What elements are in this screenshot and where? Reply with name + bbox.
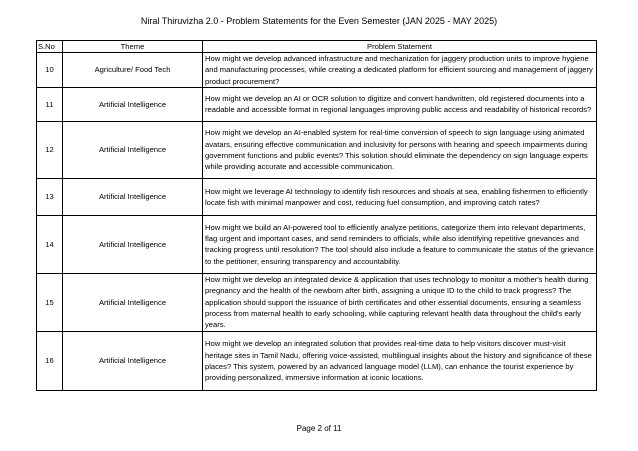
row-statement: How might we develop an integrated device & application that uses technology to monitor a mother's health during pregnancy and the health of the newborn after birth, assigning a unique ID to the child to track progress? The application should support the issuance of birth certificates and other essential documents, ensuring a seamless process from maternal health to early schooling, while capturing relevant health data throughout the child's early years. bbox=[203, 273, 597, 331]
row-statement: How might we develop an AI-enabled system for real-time conversion of speech to sign language using animated avatars, ensuring effective communication and inclusivity for persons with hearing and speech impairments during government functions and public events? This solution should eliminate the dependency on sign language experts while providing accurate and accessible communication. bbox=[203, 121, 597, 178]
row-sno: 12 bbox=[37, 121, 63, 178]
row-theme: Artificial Intelligence bbox=[63, 87, 203, 121]
problem-statements-table bbox=[36, 40, 597, 391]
row-theme: Artificial Intelligence bbox=[63, 273, 203, 331]
table-row bbox=[37, 121, 597, 178]
row-sno: 15 bbox=[37, 273, 63, 331]
table-row bbox=[37, 53, 597, 88]
row-statement: How might we build an AI-powered tool to efficiently analyze petitions, categorize them into relevant departments, flag urgent and important cases, and send reminders to officials, while also identifying repetitive grievances and tracking progress until resolution? The tool should also include a feature to communicate the status of the grievance to the petitioner, ensuring transparency and accountability. bbox=[203, 215, 597, 273]
table-row bbox=[37, 215, 597, 273]
table-row bbox=[37, 87, 597, 121]
row-theme: Agriculture/ Food Tech bbox=[63, 53, 203, 88]
row-sno: 10 bbox=[37, 53, 63, 88]
row-theme: Artificial Intelligence bbox=[63, 178, 203, 215]
row-statement: How might we develop an integrated solution that provides real-time data to help visitors discover must-visit heritage sites in Tamil Nadu, offering voice-assisted, multilingual insights about the history and significance of these places? This system, powered by an advanced language model (LLM), can enhance the tourist experience by providing personalized, immersive information at iconic locations. bbox=[203, 331, 597, 390]
row-theme: Artificial Intelligence bbox=[63, 121, 203, 178]
page-title: Niral Thiruvizha 2.0 - Problem Statements for the Even Semester (JAN 2025 - MAY 2025) bbox=[140, 16, 498, 26]
table-row bbox=[37, 178, 597, 215]
table-row bbox=[37, 273, 597, 331]
column-header-statement: Problem Statement bbox=[203, 41, 597, 53]
column-header-sno: S.No bbox=[37, 41, 63, 53]
row-statement: How might we develop advanced infrastructure and mechanization for jaggery production units to improve hygiene and manufacturing processes, while creating a dedicated platform for efficient sourcing and management of jaggery product procurement? bbox=[203, 53, 597, 88]
row-statement: How might we develop an AI or OCR solution to digitize and convert handwritten, old registered documents into a readable and accessible format in regional languages improving public access and readability of historical records? bbox=[203, 87, 597, 121]
row-theme: Artificial Intelligence bbox=[63, 331, 203, 390]
row-sno: 13 bbox=[37, 178, 63, 215]
table-header-row bbox=[37, 41, 597, 53]
column-header-theme: Theme bbox=[63, 41, 203, 53]
row-sno: 16 bbox=[37, 331, 63, 390]
row-sno: 11 bbox=[37, 87, 63, 121]
page-number: Page 2 of 11 bbox=[296, 424, 342, 433]
row-statement: How might we leverage AI technology to identify fish resources and shoals at sea, enabling fishermen to efficiently locate fish with minimal manpower and cost, reducing fuel consumption, and improving catch rates? bbox=[203, 178, 597, 215]
row-theme: Artificial Intelligence bbox=[63, 215, 203, 273]
table-row bbox=[37, 331, 597, 390]
row-sno: 14 bbox=[37, 215, 63, 273]
